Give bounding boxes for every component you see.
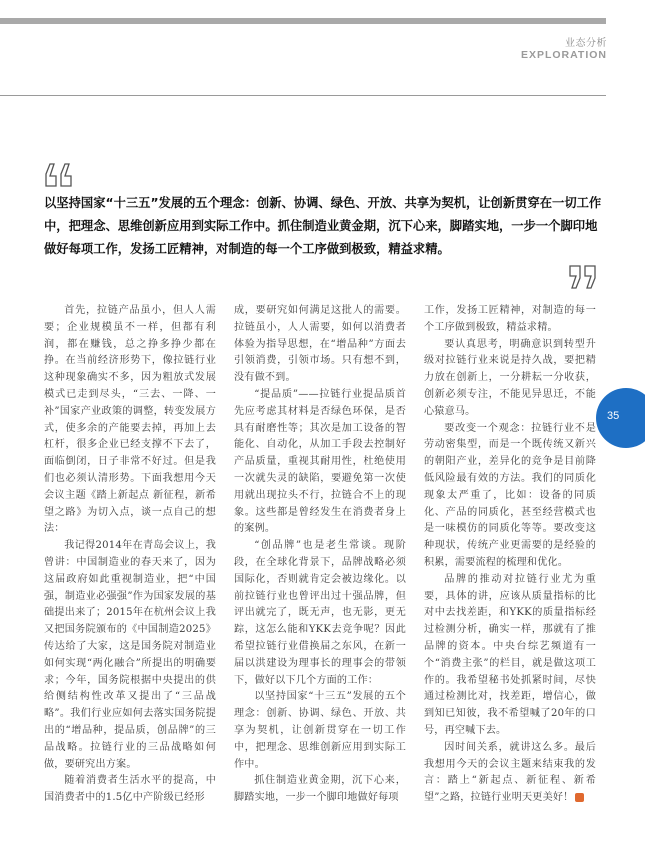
paragraph: 抓住制造业黄金期，沉下心来，脚踏实地，一步一个脚印地做好每项 [234,775,406,804]
paragraph: 要认真思考，明确意识到转型升级对拉链行业来说是持久战，要把精力放在创新上，一分耕耘一分收获，创新必须专注，不能见异思迁，不能心猿意马。 [424,338,596,417]
paragraph-text: 因时间关系，就讲这么多。最后我想用今天的会议主题来结束我的发言：踏上“新起点、新征程、新希望”之路，拉链行业明天更美好！ [424,741,596,804]
paragraph: “创品牌”也是老生常谈。现阶段，在全球化背景下，品牌战略必须国际化，否则就肯定会被边缘化。以前拉链行业也曾评出过十强品牌，但评出就完了，既无声，也无影，更无踪，这怎么能和YKK去竞争呢？因此希望拉链行业借换届之东风，在新一届以洪建设为理事长的理事会的带领下，做好以下几个方面的工作： [234,540,406,686]
paragraph: 品牌的推动对拉链行业尤为重要，具体的讲，应该从质量指标的比对中去找差距，和YKK的质量指标经过检测分析，确实一样，那就有了推品牌的资本。中央台综艺频道有一个“消费主张”的栏目，就是做这项工作的。我希望秘书处抓紧时间，尽快通过检测比对，找差距，增信心，做到知已知彼，我不希望喊了20年的口号，再空喊下去。 [424,573,596,736]
top-rule [0,18,606,24]
last-paragraph [424,740,596,807]
page-number: 35 [607,410,620,422]
paragraph: 首先，拉链产品虽小，但人人需要；企业规模虽不一样，但都有利润，都在赚钱，总之挣多挣少都在挣。在当前经济形势下，像拉链行业这种现象确实不多，因为粗放式发展模式已走到尽头，“三去、一降、一补”国家产业政策的调整，转变发展方式，使多余的产能要去掉，再加上去杠杆，很多企业已经支撑不下去了，面临倒闭，日子非常不好过。但是我们也必须认清形势。下面我想用今天会议主题《踏上新起点 新征程，新希望之路》为切入点，谈一点自己的想法： [44,305,216,535]
paragraph: 工作，发扬工匠精神，对制造的每一个工序做到极致，精益求精。 [424,305,596,333]
paragraph: “提品质”——拉链行业提品质首先应考虑其材料是否绿色环保，是否具有耐磨性等；其次是加工设备的智能化、自动化，从加工手段去控制好产品质量，重视其耐用性，杜绝使用一次就失灵的缺陷，要避免第一次使用就出现拉头不行，拉链合不上的现象。这些都是曾经发生在消费者身上的案例。 [234,388,406,535]
close-quote-icon [565,262,597,292]
paragraph: 我记得2014年在青岛会议上，我曾讲：中国制造业的春天来了，因为这届政府如此重视制造业，把“中国强，制造业必强强”作为国家发展的基础提出来了；2015年在杭州会议上我又把国务院颁布的《中国制造2025》传达给了大家，这是国务院对制造业如何实现“两化融合”所提出的明确要求；今年，国务院根据中央提出的供给侧结构性改革又提出了“三品战略”。我们行业应如何去落实国务院提出的“增品种，提品质，创品牌”的三品战略。拉链行业的三品战略如何做，要研究出方案。 [44,540,216,770]
paragraph: 成，要研究如何满足这批人的需要。拉链虽小，人人需要，如何以消费者体验为指导思想，在“增品种”方面去引领消费，引领市场。只有想不到，没有做不到。 [234,305,406,384]
paragraph: 以坚持国家“十三五”发展的五个理念：创新、协调、绿色、开放、共享为契机，让创新贯穿在一切工作中，把理念、思维创新应用到实际工作中。 [234,691,406,770]
article-column-3 [424,303,596,807]
section-title-en: EXPLORATION [520,49,607,61]
article-column-1 [44,303,216,807]
pull-quote: 以坚持国家“十三五”发展的五个理念：创新、协调、绿色、开放、共享为契机，让创新贯穿在一切工作中，把理念、思维创新应用到实际工作中。抓住制造业黄金期，沉下心来，脚踏实地，一步一个脚印地做好每项工作，发扬工匠精神，对制造的每一个工序做到极致，精益求精。 [44,196,602,256]
open-quote-icon [44,160,76,190]
article-column-2 [234,303,406,807]
section-title-cn: 业态分析 [565,38,607,49]
article-body [44,303,604,813]
paragraph: 随着消费者生活水平的提高，中国消费者中的1.5亿中产阶级已经形 [44,775,216,804]
section-divider [0,95,606,96]
paragraph: 要改变一个观念：拉链行业不是劳动密集型，而是一个既传统又新兴的朝阳产业，差异化的竞争是目前降低风险最有效的方法。我们的同质化现象太严重了，比如：设备的同质化、产品的同质化，甚至经营模式也是一味模仿的同质化等等。要改变这种现状，传统产业更需要的是经验的积累，需要流程的梳理和优化。 [424,422,596,568]
end-mark-icon [575,793,584,802]
